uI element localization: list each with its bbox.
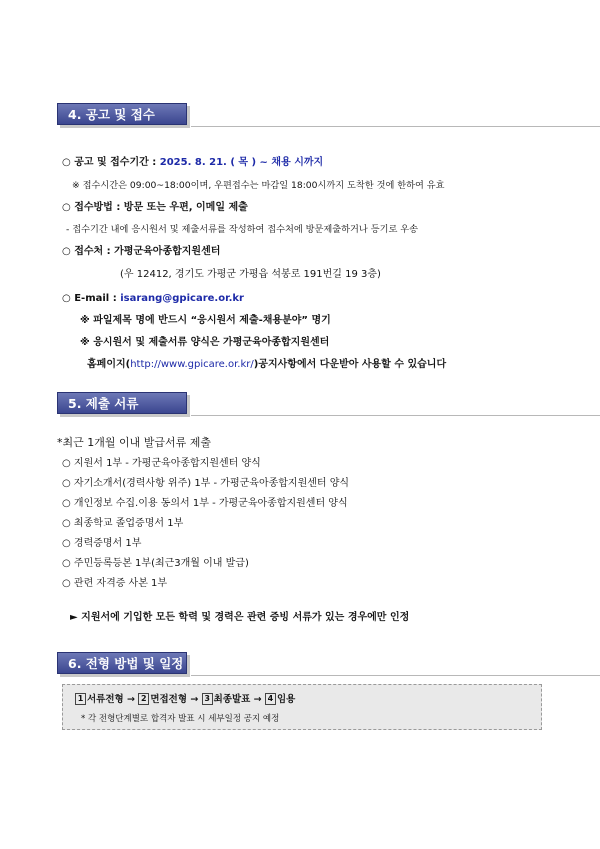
step-number: 4 (265, 693, 276, 705)
section-title: 5. 제출 서류 (57, 392, 187, 414)
method-line: ○ 접수방법 : 방문 또는 우편, 이메일 제출 (62, 202, 248, 213)
step-number: 1 (75, 693, 86, 705)
email-line (62, 292, 244, 306)
place-line: ○ 접수처 : 가평군육아종합지원센터 (62, 246, 221, 257)
note-subject: ※ 파일제목 명에 반드시 “응시원서 제출-채용분야” 명기 (80, 315, 331, 326)
arrow: → (190, 694, 199, 705)
header-rule (191, 675, 600, 676)
step-number: 2 (138, 693, 149, 705)
step-label: 임용 (276, 694, 296, 705)
section-title: 4. 공고 및 접수 (57, 103, 187, 125)
address-line: (우 12412, 경기도 가평군 가평읍 석봉로 191번길 19 3층) (120, 269, 381, 280)
process-steps (75, 693, 295, 707)
period-label: ○ 공고 및 접수기간 : (62, 157, 157, 168)
process-note: * 각 전형단계별로 합격자 발표 시 세부일정 공지 예정 (81, 714, 280, 724)
header-rule (191, 415, 600, 416)
homepage-link[interactable]: http://www.gpicare.or.kr/ (130, 359, 254, 370)
step-number: 3 (202, 693, 213, 705)
homepage-post: )공지사항에서 다운받아 사용할 수 있습니다 (253, 359, 447, 370)
period-line (62, 156, 323, 170)
process-box (62, 684, 542, 730)
section-6-header (57, 652, 189, 676)
email-link[interactable]: isarang@gpicare.or.kr (120, 293, 244, 304)
period-value: 2025. 8. 21. ( 목 ) ~ 채용 시까지 (159, 157, 324, 168)
homepage-line (87, 358, 446, 372)
step-label: 면접전형 (150, 694, 188, 705)
note-form: ※ 응시원서 및 제출서류 양식은 가평군육아종합지원센터 (80, 337, 330, 348)
email-label: ○ E-mail : (62, 293, 117, 304)
step-label: 서류전형 (87, 694, 124, 705)
list-item: ○ 경력증명서 1부 (62, 538, 142, 549)
section-5-header (57, 392, 189, 416)
notice-line: ► 지원서에 기입한 모든 학력 및 경력은 관련 증빙 서류가 있는 경우에만 인정 (70, 612, 410, 623)
arrow: → (253, 694, 262, 705)
section-title: 6. 전형 방법 및 일정 (57, 652, 187, 674)
note-time: ※ 접수시간은 09:00~18:00이며, 우편접수는 마감일 18:00시까지 도착한 것에 한하여 유효 (72, 180, 445, 191)
section-4-header (57, 103, 189, 127)
list-item: ○ 개인정보 수집.이용 동의서 1부 - 가평군육아종합지원센터 양식 (62, 498, 348, 509)
step-label: 최종발표 (213, 694, 251, 705)
list-item: ○ 관련 자격증 사본 1부 (62, 578, 168, 589)
list-item: ○ 지원서 1부 - 가평군육아종합지원센터 양식 (62, 458, 261, 469)
intro-line: *최근 1개월 이내 발급서류 제출 (57, 436, 211, 449)
arrow: → (127, 694, 135, 705)
header-rule (191, 126, 600, 127)
list-item: ○ 주민등록등본 1부(최근3개월 이내 발급) (62, 558, 249, 569)
list-item: ○ 자기소개서(경력사항 위주) 1부 - 가평군육아종합지원센터 양식 (62, 478, 350, 489)
method-detail: - 접수기간 내에 응시원서 및 제출서류를 작성하여 접수처에 방문제출하거나 등기로 우송 (66, 224, 419, 235)
homepage-pre: 홈페이지( (87, 359, 131, 370)
list-item: ○ 최종학교 졸업증명서 1부 (62, 518, 184, 529)
